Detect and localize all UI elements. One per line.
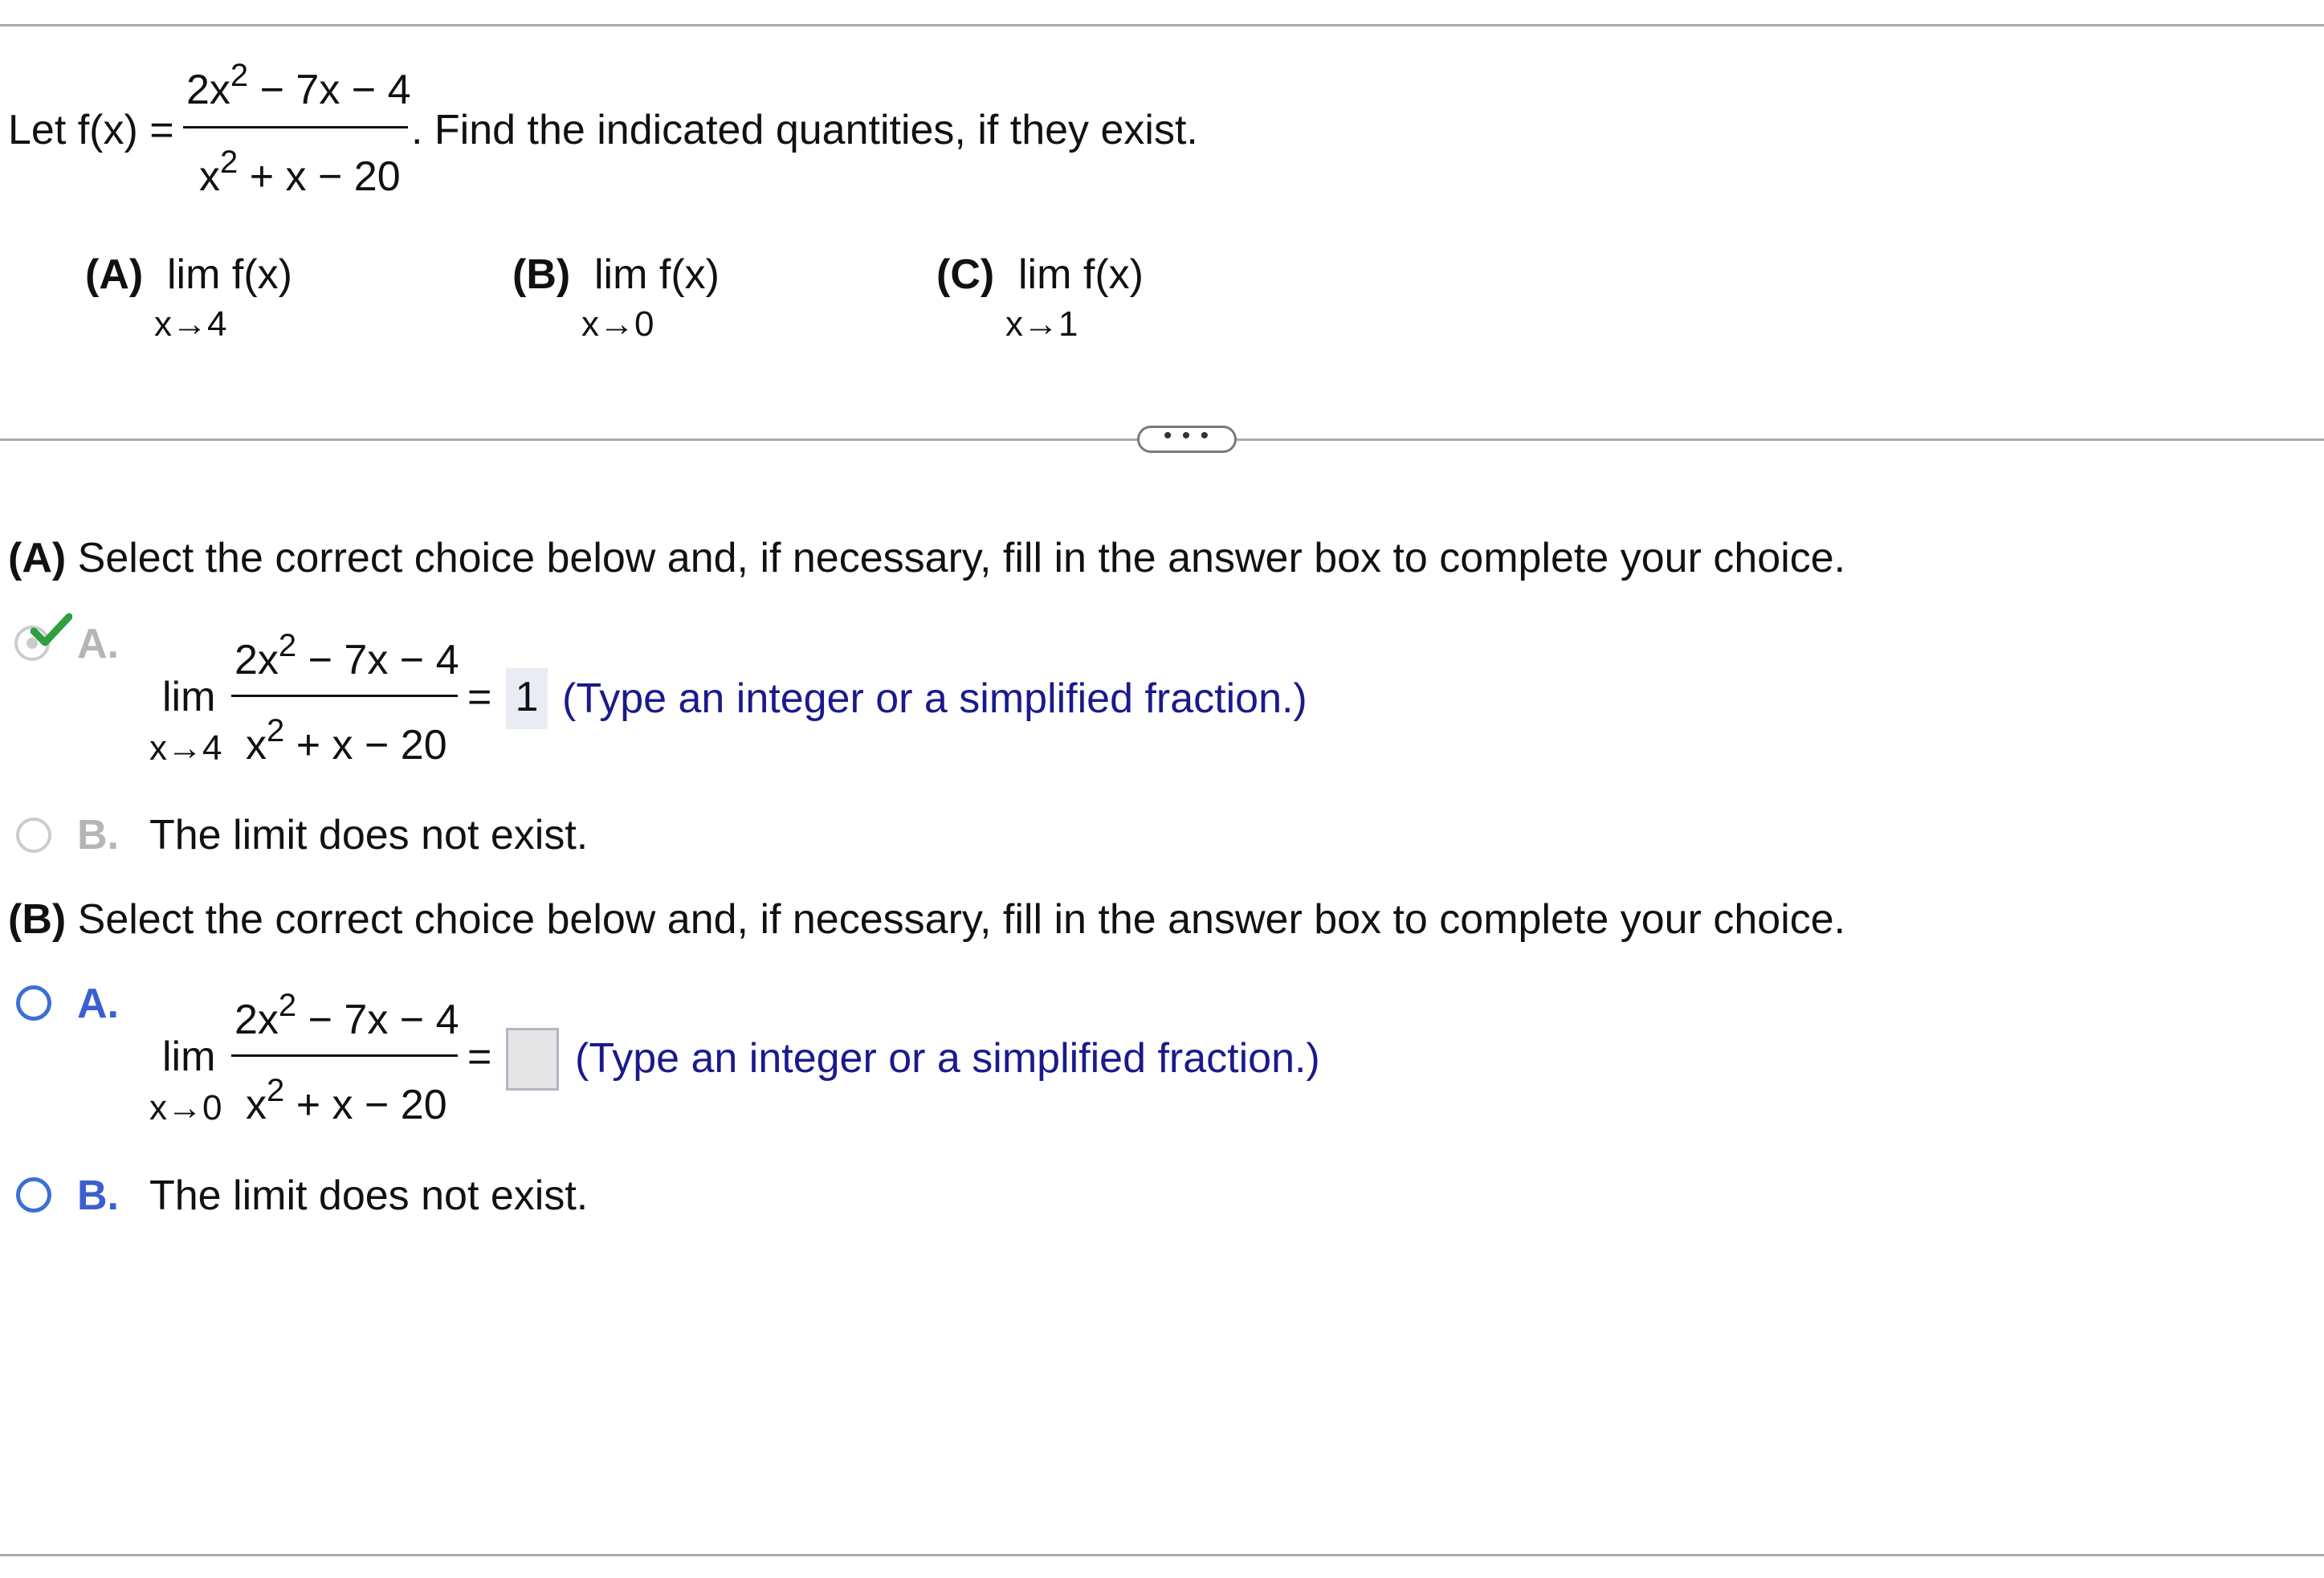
- part-c-letter: (C): [936, 251, 995, 298]
- part-b-sub: x→0: [581, 304, 654, 344]
- part-a-letter: (A): [85, 251, 144, 298]
- part-b-letter: (B): [512, 251, 571, 298]
- part-a-lim-sub: x→4: [149, 728, 222, 768]
- part-b-choice-a-label: A.: [77, 981, 119, 1027]
- more-options-button[interactable]: • • •: [1137, 426, 1237, 453]
- part-c-sub: x→1: [1005, 304, 1078, 344]
- problem-denominator: $x^2 + x - 20$: [199, 145, 401, 200]
- part-a-choice-b-text: The limit does not exist.: [149, 812, 589, 858]
- part-b-instruction: Select the correct choice below and, if necessary, fill in the answer box to complete your choice.: [77, 896, 1846, 943]
- part-a-expr: lim f(x): [167, 251, 292, 298]
- part-b-lim: lim: [162, 1034, 216, 1080]
- part-b-lim-sub: x→0: [149, 1088, 222, 1127]
- part-a-answer-box[interactable]: 1: [506, 668, 548, 729]
- part-b-choice-b-text: The limit does not exist.: [149, 1172, 589, 1219]
- part-b-choice-b-label: B.: [77, 1172, 119, 1219]
- part-a-lim: lim: [162, 674, 216, 720]
- top-divider: [0, 24, 2324, 27]
- part-a-choice-b-label: B.: [77, 812, 119, 858]
- part-a-instruction: Select the correct choice below and, if necessary, fill in the answer box to complete your choice.: [77, 535, 1846, 581]
- part-a-choice-a-label: A.: [77, 621, 119, 667]
- part-a-choice-b-radio[interactable]: [16, 818, 51, 853]
- part-b-choice-a-radio[interactable]: [16, 985, 51, 1021]
- part-a-section-letter: (A): [8, 535, 67, 581]
- part-b-instruction-line: [8, 895, 1845, 944]
- part-b-fraction-bar: [231, 1054, 458, 1057]
- part-a-denominator: $x^2 + x - 20$: [246, 713, 447, 769]
- part-b-expr: lim f(x): [594, 251, 720, 298]
- part-b-choice-b-radio[interactable]: [16, 1177, 51, 1213]
- part-a-equals: =: [467, 674, 492, 720]
- problem-suffix: . Find the indicated quantities, if they exist.: [411, 107, 1198, 153]
- part-a-numerator: $2x^2 - 7x - 4$: [234, 628, 459, 683]
- problem-prefix: Let f(x) =: [8, 107, 174, 153]
- checkmark-icon: [31, 612, 72, 649]
- bottom-divider: [0, 1554, 2324, 1556]
- part-c-expr: lim f(x): [1018, 251, 1144, 298]
- problem-numerator: $2x^2 - 7x - 4$: [186, 58, 411, 113]
- part-b-numerator: $2x^2 - 7x - 4$: [234, 988, 459, 1043]
- part-b-answer-input[interactable]: [506, 1028, 559, 1091]
- part-a-instruction-line: [8, 534, 1845, 582]
- part-b-denominator: $x^2 + x - 20$: [246, 1073, 447, 1128]
- part-a-sub: x→4: [154, 304, 227, 344]
- part-a-hint: (Type an integer or a simplified fraction.): [562, 675, 1307, 722]
- part-b-section-letter: (B): [8, 896, 67, 943]
- part-a-fraction-bar: [231, 695, 458, 697]
- part-b-equals: =: [467, 1034, 492, 1080]
- part-b-hint: (Type an integer or a simplified fraction.): [575, 1035, 1320, 1082]
- problem-fraction-bar: [183, 126, 408, 128]
